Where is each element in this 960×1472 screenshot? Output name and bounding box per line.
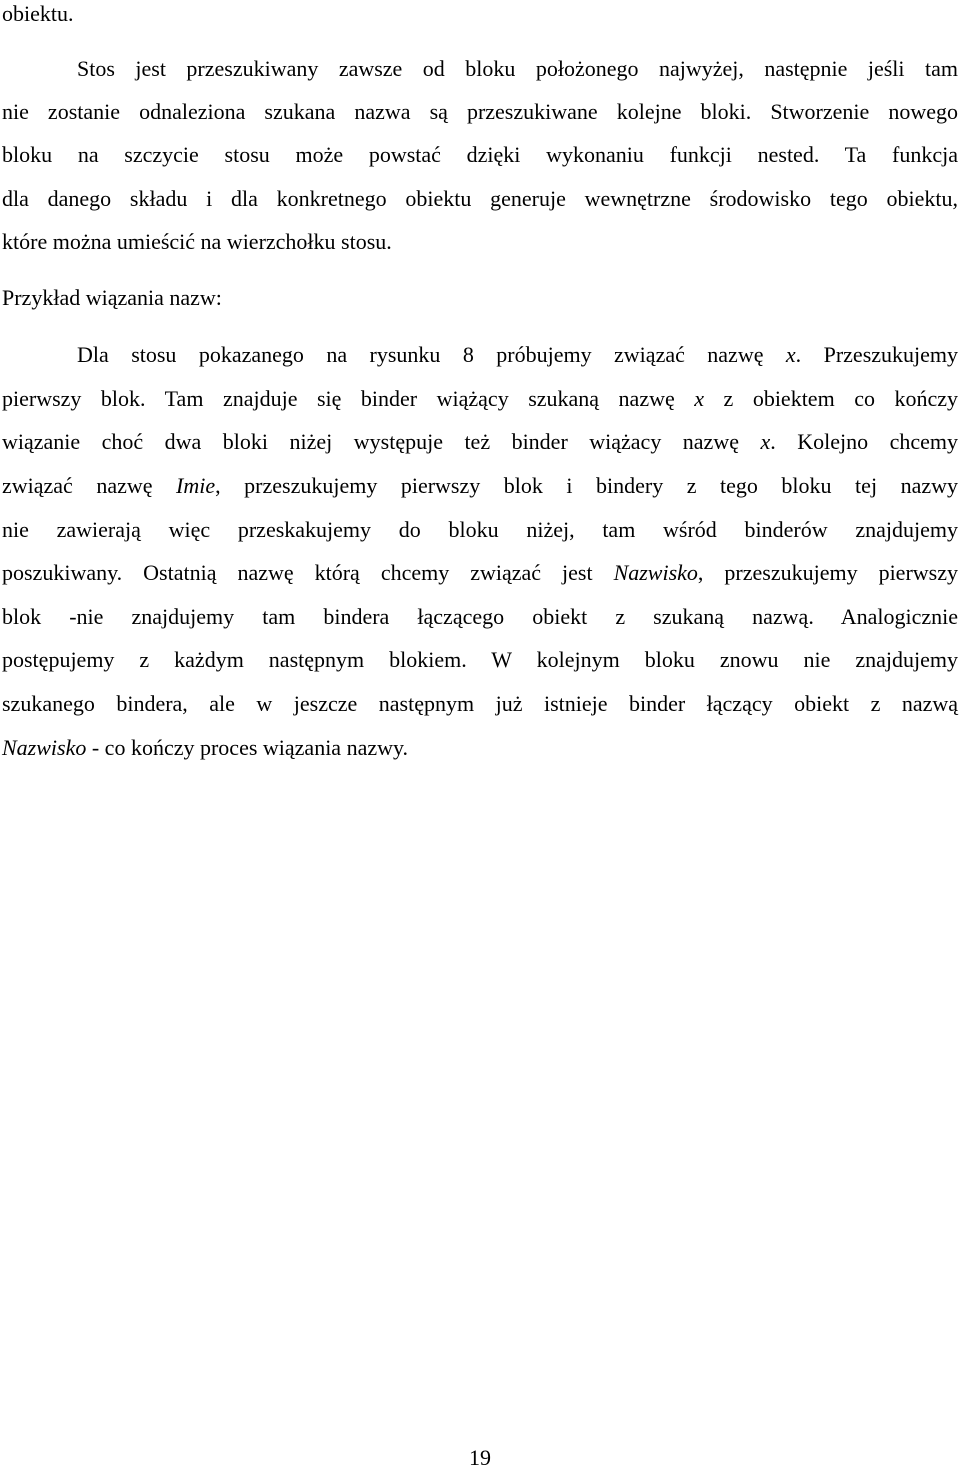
- text-run: pierwszy blok. Tam znajduje się binder wiążący szukaną nazwę: [2, 386, 695, 411]
- paragraph-line: [2, 385, 958, 413]
- text-run: . Przeszukujemy: [795, 342, 959, 367]
- paragraph-line: Stos jest przeszukiwany zawsze od bloku położonego najwyżej, następnie jeśli tam: [77, 56, 958, 81]
- paragraph-line: [2, 428, 958, 456]
- paragraph-line: [2, 472, 958, 500]
- text-run: , przeszukujemy pierwszy: [697, 560, 958, 585]
- variable-x: x: [760, 429, 771, 454]
- paragraph-line: [77, 341, 958, 369]
- variable-x: x: [694, 386, 705, 411]
- variable-nazwisko: Nazwisko: [2, 735, 87, 760]
- top-fragment: obiektu.: [2, 1, 74, 26]
- paragraph-line: szukanego bindera, ale w jeszcze następnym już istnieje binder łączący obiekt z nazwą: [2, 691, 958, 716]
- paragraph-line: postępujemy z każdym następnym blokiem. W kolejnym bloku znowu nie znajdujemy: [2, 647, 958, 672]
- text-run: z obiektem co kończy: [704, 386, 958, 411]
- paragraph-line: nie zawierają więc przeskakujemy do bloku niżej, tam wśród binderów znajdujemy: [2, 517, 958, 542]
- text-run: , przeszukujemy pierwszy blok i bindery z tego bloku tej nazwy: [215, 473, 958, 498]
- variable-x: x: [785, 342, 796, 367]
- paragraph-line: nie zostanie odnaleziona szukana nazwa są przeszukiwane kolejne bloki. Stworzenie nowego: [2, 99, 958, 124]
- variable-nazwisko: Nazwisko: [613, 560, 698, 585]
- text-run: - co kończy proces wiązania nazwy.: [86, 735, 409, 760]
- paragraph-line: dla danego składu i dla konkretnego obiektu generuje wewnętrzne środowisko tego obiektu,: [2, 186, 958, 211]
- paragraph-line: [2, 734, 958, 762]
- variable-imie: Imie: [176, 473, 216, 498]
- text-run: poszukiwany. Ostatnią nazwę którą chcemy związać jest: [2, 560, 614, 585]
- text-run: . Kolejno chcemy: [770, 429, 958, 454]
- section-heading: Przykład wiązania nazw:: [2, 285, 222, 310]
- text-run: wiązanie choć dwa bloki niżej występuje też binder wiążacy nazwę: [2, 429, 761, 454]
- paragraph-line: blok -nie znajdujemy tam bindera łączącego obiekt z szukaną nazwą. Analogicznie: [2, 604, 958, 629]
- paragraph-line: bloku na szczycie stosu może powstać dzięki wykonaniu funkcji nested. Ta funkcja: [2, 142, 958, 167]
- page-number: 19: [469, 1445, 491, 1470]
- text-run: związać nazwę: [2, 473, 177, 498]
- paragraph-line: [2, 559, 958, 587]
- text-run: Dla stosu pokazanego na rysunku 8 próbujemy związać nazwę: [77, 342, 786, 367]
- paragraph-line: które można umieścić na wierzchołku stosu.: [2, 229, 392, 254]
